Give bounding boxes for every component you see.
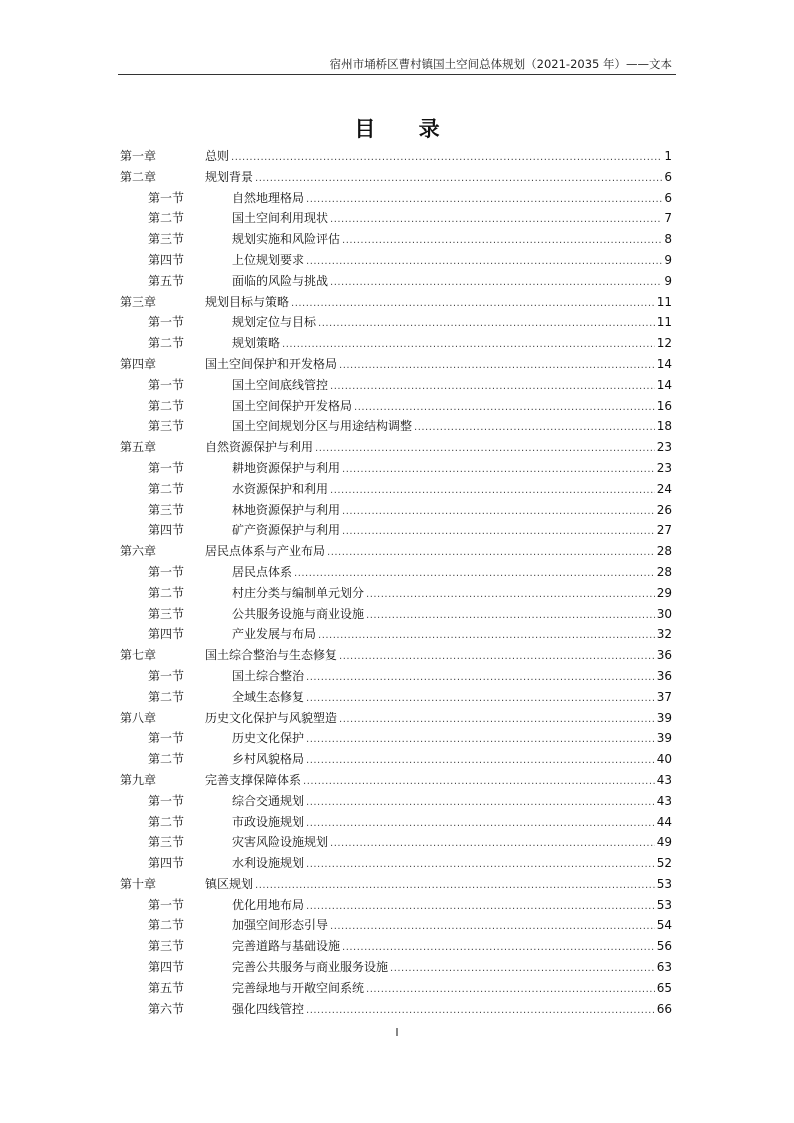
- toc-entry-title: 国土空间底线管控: [232, 377, 329, 392]
- toc-entry-title: 产业发展与布局: [232, 627, 317, 642]
- toc-section-entry[interactable]: [120, 729, 672, 750]
- toc-entry-page: 14: [656, 356, 672, 371]
- toc-dot-leader: [330, 485, 655, 496]
- toc-entry-number: 第五章: [120, 440, 157, 455]
- toc-entry-number: 第一节: [148, 190, 185, 205]
- toc-entry-page: 7: [664, 211, 672, 226]
- toc-entry-title: 国土空间保护和开发格局: [205, 356, 338, 371]
- toc-entry-title: 完善支撑保障体系: [205, 772, 302, 787]
- page-number: I: [395, 1026, 399, 1039]
- toc-entry-page: 54: [656, 918, 672, 933]
- table-of-contents: [120, 147, 672, 1020]
- toc-entry-page: 16: [656, 398, 672, 413]
- toc-entry-title: 优化用地布局: [232, 897, 305, 912]
- toc-entry-title: 规划定位与目标: [232, 315, 317, 330]
- toc-entry-page: 43: [656, 793, 672, 808]
- toc-entry-page: 28: [656, 544, 672, 559]
- toc-entry-number: 第三节: [148, 502, 185, 517]
- toc-entry-page: 6: [664, 190, 672, 205]
- toc-entry-title: 规划目标与策略: [205, 294, 290, 309]
- toc-entry-page: 26: [656, 502, 672, 517]
- toc-dot-leader: [342, 464, 655, 475]
- toc-chapter-entry[interactable]: [120, 355, 672, 376]
- toc-dot-leader: [330, 921, 655, 932]
- toc-dot-leader: [342, 942, 655, 953]
- toc-chapter-entry[interactable]: [120, 771, 672, 792]
- toc-chapter-entry[interactable]: [120, 293, 672, 314]
- toc-dot-leader: [318, 318, 655, 329]
- toc-entry-number: 第四节: [148, 856, 185, 871]
- toc-entry-number: 第三节: [148, 232, 185, 247]
- toc-entry-number: 第二节: [148, 918, 185, 933]
- toc-entry-number: 第一节: [148, 793, 185, 808]
- toc-entry-title: 村庄分类与编制单元划分: [232, 585, 365, 600]
- toc-entry-number: 第九章: [120, 772, 157, 787]
- toc-entry-number: 第二章: [120, 169, 157, 184]
- toc-entry-number: 第四章: [120, 356, 157, 371]
- toc-entry-page: 12: [656, 336, 672, 351]
- toc-entry-page: 52: [656, 856, 672, 871]
- toc-entry-title: 灾害风险设施规划: [232, 835, 329, 850]
- toc-entry-number: 第一节: [148, 897, 185, 912]
- toc-entry-number: 第二节: [148, 689, 185, 704]
- toc-section-entry[interactable]: [120, 501, 672, 522]
- toc-dot-leader: [255, 173, 662, 184]
- toc-entry-title: 综合交通规划: [232, 793, 305, 808]
- toc-entry-number: 第八章: [120, 710, 157, 725]
- toc-entry-title: 国土综合整治与生态修复: [205, 648, 338, 663]
- toc-entry-page: 44: [656, 814, 672, 829]
- toc-section-entry[interactable]: [120, 459, 672, 480]
- toc-entry-number: 第一节: [148, 731, 185, 746]
- page-title: 目 录: [354, 117, 458, 141]
- toc-entry-page: 9: [664, 273, 672, 288]
- toc-dot-leader: [306, 693, 655, 704]
- toc-dot-leader: [366, 610, 655, 621]
- toc-entry-number: 第二节: [148, 398, 185, 413]
- toc-chapter-entry[interactable]: [120, 147, 672, 168]
- toc-dot-leader: [306, 1005, 655, 1016]
- toc-section-entry[interactable]: [120, 1000, 672, 1021]
- toc-entry-title: 规划策略: [232, 336, 281, 351]
- toc-entry-number: 第一节: [148, 315, 185, 330]
- toc-entry-title: 加强空间形态引导: [232, 918, 329, 933]
- toc-dot-leader: [330, 214, 662, 225]
- toc-chapter-entry[interactable]: [120, 646, 672, 667]
- toc-entry-number: 第三节: [148, 939, 185, 954]
- toc-section-entry[interactable]: [120, 417, 672, 438]
- toc-entry-page: 36: [656, 668, 672, 683]
- toc-entry-title: 完善公共服务与商业服务设施: [232, 960, 389, 975]
- toc-entry-page: 39: [656, 710, 672, 725]
- toc-dot-leader: [366, 984, 655, 995]
- toc-entry-title: 居民点体系与产业布局: [205, 544, 326, 559]
- toc-entry-page: 11: [656, 315, 672, 330]
- toc-section-entry[interactable]: [120, 251, 672, 272]
- running-header: 宿州市埇桥区曹村镇国土空间总体规划（2021-2035 年）——文本: [329, 57, 672, 71]
- toc-section-entry[interactable]: [120, 189, 672, 210]
- toc-section-entry[interactable]: [120, 937, 672, 958]
- toc-chapter-entry[interactable]: [120, 709, 672, 730]
- toc-section-entry[interactable]: [120, 854, 672, 875]
- toc-section-entry[interactable]: [120, 209, 672, 230]
- toc-dot-leader: [339, 360, 655, 371]
- toc-entry-title: 市政设施规划: [232, 814, 305, 829]
- toc-entry-title: 矿产资源保护与利用: [232, 523, 341, 538]
- toc-entry-number: 第六章: [120, 544, 157, 559]
- toc-entry-title: 水资源保护和利用: [232, 481, 329, 496]
- toc-entry-number: 第六节: [148, 1001, 185, 1016]
- toc-entry-page: 8: [664, 232, 672, 247]
- toc-entry-title: 完善道路与基础设施: [232, 939, 341, 954]
- toc-entry-number: 第二节: [148, 585, 185, 600]
- toc-entry-number: 第一章: [120, 149, 157, 163]
- toc-section-entry[interactable]: [120, 625, 672, 646]
- toc-section-entry[interactable]: [120, 750, 672, 771]
- toc-section-entry[interactable]: [120, 376, 672, 397]
- toc-section-entry[interactable]: [120, 397, 672, 418]
- toc-dot-leader: [318, 630, 655, 641]
- toc-dot-leader: [366, 589, 655, 600]
- toc-entry-page: 65: [656, 980, 672, 995]
- toc-dot-leader: [306, 818, 655, 829]
- toc-entry-title: 全域生态修复: [232, 689, 305, 704]
- toc-dot-leader: [339, 714, 655, 725]
- toc-section-entry[interactable]: [120, 667, 672, 688]
- toc-chapter-entry[interactable]: [120, 875, 672, 896]
- toc-entry-number: 第四节: [148, 252, 185, 267]
- toc-entry-title: 自然地理格局: [232, 190, 305, 205]
- toc-section-entry[interactable]: [120, 916, 672, 937]
- toc-dot-leader: [330, 381, 655, 392]
- toc-chapter-entry[interactable]: [120, 542, 672, 563]
- toc-entry-number: 第一节: [148, 377, 185, 392]
- header-divider: [118, 74, 676, 75]
- toc-entry-page: 63: [656, 960, 672, 975]
- toc-dot-leader: [306, 194, 662, 205]
- toc-dot-leader: [315, 443, 655, 454]
- toc-entry-page: 66: [656, 1001, 672, 1016]
- toc-entry-page: 1: [664, 149, 672, 163]
- toc-entry-page: 23: [656, 440, 672, 455]
- toc-entry-title: 耕地资源保护与利用: [232, 460, 341, 475]
- toc-entry-page: 23: [656, 460, 672, 475]
- toc-section-entry[interactable]: [120, 979, 672, 1000]
- toc-section-entry[interactable]: [120, 584, 672, 605]
- toc-entry-title: 历史文化保护与风貌塑造: [205, 710, 338, 725]
- toc-entry-title: 国土空间保护开发格局: [232, 398, 353, 413]
- toc-dot-leader: [306, 797, 655, 808]
- toc-entry-title: 水利设施规划: [232, 856, 305, 871]
- toc-section-entry[interactable]: [120, 480, 672, 501]
- toc-entry-page: 18: [656, 419, 672, 434]
- toc-dot-leader: [342, 506, 655, 517]
- toc-entry-page: 14: [656, 377, 672, 392]
- toc-entry-number: 第二节: [148, 336, 185, 351]
- toc-entry-page: 30: [656, 606, 672, 621]
- toc-entry-title: 规划背景: [205, 169, 254, 184]
- toc-entry-page: 11: [656, 294, 672, 309]
- toc-dot-leader: [231, 152, 662, 163]
- toc-entry-title: 上位规划要求: [232, 252, 305, 267]
- toc-section-entry[interactable]: [120, 688, 672, 709]
- toc-entry-page: 29: [656, 585, 672, 600]
- toc-entry-title: 林地资源保护与利用: [232, 502, 341, 517]
- toc-entry-number: 第三章: [120, 294, 157, 309]
- toc-entry-number: 第五节: [148, 980, 185, 995]
- toc-dot-leader: [306, 672, 655, 683]
- toc-entry-number: 第五节: [148, 273, 185, 288]
- toc-dot-leader: [306, 256, 662, 267]
- toc-entry-number: 第三节: [148, 419, 185, 434]
- toc-entry-page: 6: [664, 169, 672, 184]
- toc-dot-leader: [294, 568, 655, 579]
- toc-dot-leader: [306, 734, 655, 745]
- toc-entry-page: 32: [656, 627, 672, 642]
- toc-entry-title: 公共服务设施与商业设施: [232, 606, 365, 621]
- toc-dot-leader: [414, 422, 655, 433]
- toc-entry-title: 居民点体系: [232, 564, 293, 579]
- toc-section-entry[interactable]: [120, 313, 672, 334]
- toc-entry-number: 第三节: [148, 606, 185, 621]
- toc-entry-title: 乡村风貌格局: [232, 752, 305, 767]
- toc-chapter-entry[interactable]: [120, 438, 672, 459]
- toc-entry-title: 强化四线管控: [232, 1001, 305, 1016]
- toc-entry-number: 第一节: [148, 460, 185, 475]
- toc-entry-title: 镇区规划: [205, 876, 254, 891]
- toc-entry-number: 第三节: [148, 835, 185, 850]
- toc-entry-title: 完善绿地与开敞空间系统: [232, 980, 365, 995]
- toc-section-entry[interactable]: [120, 792, 672, 813]
- toc-entry-page: 27: [656, 523, 672, 538]
- toc-dot-leader: [339, 651, 655, 662]
- toc-entry-page: 24: [656, 481, 672, 496]
- toc-entry-page: 36: [656, 648, 672, 663]
- toc-section-entry[interactable]: [120, 334, 672, 355]
- toc-entry-number: 第十章: [120, 876, 157, 891]
- toc-dot-leader: [342, 526, 655, 537]
- toc-section-entry[interactable]: [120, 813, 672, 834]
- toc-section-entry[interactable]: [120, 521, 672, 542]
- toc-entry-title: 总则: [205, 149, 230, 163]
- toc-section-entry[interactable]: [120, 605, 672, 626]
- toc-dot-leader: [330, 838, 655, 849]
- toc-dot-leader: [255, 880, 655, 891]
- toc-dot-leader: [327, 547, 655, 558]
- toc-section-entry[interactable]: [120, 230, 672, 251]
- toc-entry-number: 第二节: [148, 211, 185, 226]
- toc-dot-leader: [291, 298, 655, 309]
- toc-entry-number: 第二节: [148, 752, 185, 767]
- toc-entry-number: 第二节: [148, 814, 185, 829]
- toc-entry-number: 第一节: [148, 564, 185, 579]
- toc-entry-page: 56: [656, 939, 672, 954]
- toc-dot-leader: [306, 859, 655, 870]
- toc-entry-title: 国土空间利用现状: [232, 211, 329, 226]
- toc-dot-leader: [390, 963, 655, 974]
- toc-entry-page: 43: [656, 772, 672, 787]
- toc-entry-title: 规划实施和风险评估: [232, 232, 341, 247]
- toc-section-entry[interactable]: [120, 958, 672, 979]
- toc-entry-number: 第四节: [148, 523, 185, 538]
- toc-section-entry[interactable]: [120, 272, 672, 293]
- toc-chapter-entry[interactable]: [120, 168, 672, 189]
- toc-entry-title: 国土综合整治: [232, 668, 305, 683]
- toc-entry-number: 第四节: [148, 960, 185, 975]
- toc-entry-number: 第二节: [148, 481, 185, 496]
- toc-dot-leader: [342, 235, 662, 246]
- toc-dot-leader: [330, 277, 662, 288]
- toc-entry-page: 49: [656, 835, 672, 850]
- toc-entry-page: 37: [656, 689, 672, 704]
- toc-entry-title: 面临的风险与挑战: [232, 273, 329, 288]
- toc-entry-number: 第七章: [120, 648, 157, 663]
- toc-section-entry[interactable]: [120, 563, 672, 584]
- toc-entry-number: 第一节: [148, 668, 185, 683]
- toc-entry-page: 40: [656, 752, 672, 767]
- toc-dot-leader: [303, 776, 655, 787]
- toc-dot-leader: [306, 901, 655, 912]
- toc-entry-page: 28: [656, 564, 672, 579]
- toc-dot-leader: [282, 339, 655, 350]
- toc-entry-title: 历史文化保护: [232, 731, 305, 746]
- toc-dot-leader: [306, 755, 655, 766]
- toc-entry-number: 第四节: [148, 627, 185, 642]
- toc-entry-title: 国土空间规划分区与用途结构调整: [232, 419, 413, 434]
- toc-entry-page: 39: [656, 731, 672, 746]
- toc-section-entry[interactable]: [120, 896, 672, 917]
- toc-entry-title: 自然资源保护与利用: [205, 440, 314, 455]
- toc-section-entry[interactable]: [120, 833, 672, 854]
- toc-entry-page: 9: [664, 252, 672, 267]
- toc-entry-page: 53: [656, 897, 672, 912]
- toc-entry-page: 53: [656, 876, 672, 891]
- toc-dot-leader: [354, 402, 655, 413]
